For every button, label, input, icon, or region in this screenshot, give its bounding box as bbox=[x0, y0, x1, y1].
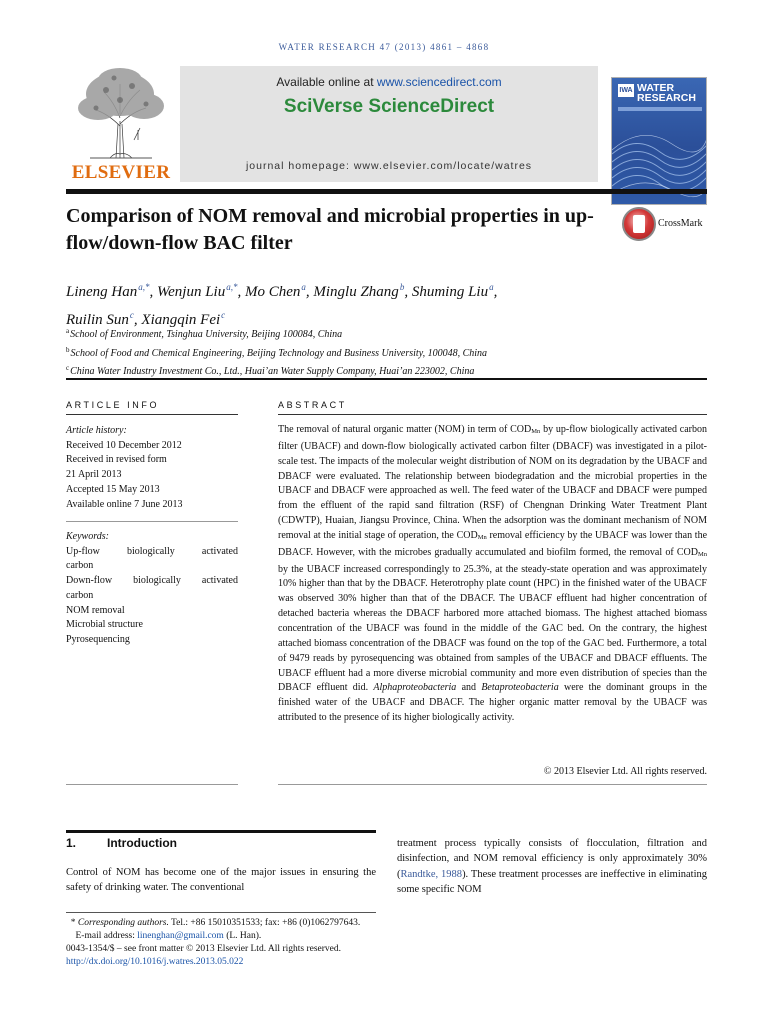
intro-rule bbox=[66, 830, 376, 833]
history-entry: Received 10 December 2012 bbox=[66, 439, 182, 451]
cover-title-line-2: RESEARCH bbox=[637, 92, 696, 104]
journal-homepage[interactable]: journal homepage: www.elsevier.com/locate/watres bbox=[245, 160, 533, 172]
email-link[interactable]: linenghan@gmail.com bbox=[137, 931, 224, 941]
section-number: 1. bbox=[66, 836, 77, 850]
available-online-text: Available online at bbox=[276, 75, 377, 89]
iwa-badge: IWA bbox=[618, 84, 634, 97]
affiliations bbox=[66, 324, 666, 380]
journal-masthead bbox=[66, 66, 707, 184]
crossmark-icon bbox=[622, 207, 656, 241]
keyword[interactable]: Pyrosequencing bbox=[66, 633, 130, 645]
crossmark-button[interactable] bbox=[622, 207, 712, 243]
footnotes bbox=[66, 917, 486, 969]
section-title: Introduction bbox=[107, 836, 177, 850]
affiliation: $^c$China Water Industry Investment Co., Ltd., Huai’an Water Supply Company, Huai’an 223002, China bbox=[66, 364, 475, 377]
article-info-heading: ARTICLE INFO bbox=[66, 400, 160, 410]
intro-text-right: treatment process typically consists of flocculation, filtration and disinfection, and NOM removal efficiency is only approximately 30% (Randtke, 1988). These treatment processes are ineffective in eliminating some specific NOM bbox=[397, 838, 707, 895]
journal-cover-image bbox=[611, 77, 707, 205]
author[interactable]: Lineng Han$^{a,*}$ bbox=[66, 282, 150, 300]
section-rule bbox=[66, 378, 707, 380]
email-note: E-mail address: linenghan@gmail.com (L. Han). bbox=[75, 931, 262, 941]
keyword[interactable]: Down-flow biologically activated carbon bbox=[66, 575, 238, 601]
abstract-rule bbox=[278, 414, 707, 415]
abstract-copyright: © 2013 Elsevier Ltd. All rights reserved. bbox=[543, 766, 707, 777]
history-entry: Received in revised form bbox=[66, 454, 167, 466]
author[interactable]: Wenjun Liu$^{a,*}$ bbox=[157, 282, 238, 300]
keyword[interactable]: Up-flow biologically activated carbon bbox=[66, 545, 238, 572]
elsevier-wordmark: ELSEVIER bbox=[71, 162, 171, 183]
author[interactable]: Ruilin Sun$^c$ bbox=[66, 310, 134, 328]
author[interactable]: Xiangqin Fei$^c$ bbox=[141, 310, 226, 328]
article-history-label: Article history: bbox=[66, 425, 127, 436]
sciencedirect-link[interactable]: www.sciencedirect.com bbox=[376, 75, 502, 89]
author-list: Lineng Han$^{a,*}$, Wenjun Liu$^{a,*}$, Mo Chen$^a$, Minglu Zhang$^b$, Shuming Liu$^a$, Ruilin Sun$^c$, Xiangqin Fei$^c$ bbox=[66, 282, 498, 328]
history-entry: 21 April 2013 bbox=[66, 469, 122, 481]
available-online-line bbox=[180, 75, 598, 89]
sciencedirect-banner bbox=[180, 66, 598, 182]
keyword[interactable]: NOM removal bbox=[66, 604, 125, 616]
corresponding-author-note: * Corresponding authors. Tel.: +86 15010351533; fax: +86 (0)1062797643. bbox=[70, 918, 361, 928]
footnote-rule bbox=[66, 912, 376, 913]
article-info-end-rule bbox=[66, 784, 238, 785]
abstract-body: The removal of natural organic matter (NOM) in term of $COD_{Mn}$ by up-flow biologically activated carbon filter (UBACF) and down-flow biologically activated carbon filter (DBACF) was investigated in a pilot-scale test. The impacts of the molecular weight distribution of NOM on its degradation by the UBACF and DBACF were evaluated. The relationship between biodegradation and the microbial properties in the UBACF and DBACF were approached as well. The feed water of the UBACF and DBACF were pumped from the effluent of the rapid sand filtration (RSF) of Chengnan Drinking Water Treatment Plant (CDWTP), Huaian, Jiangsu Province, China. When the adsorption was the dominant mechanism of NOM removal at the initial stage of operation, the $COD_{Mn}$ removal efficiency by the UBACF was lower than the DBACF. However, with the microbes gradually accumulated and biofilm formed, the removal of $COD_{Mn}$ by the UBACF increased correspondingly to 25.3%, at the steady-state operation and was approximately 10% higher than that by the DBACF. Heterotrophy plate count (HPC) in the finished water of the UBACF was observed 30% higher than that of the DBACF. The UBACF effluent had higher concentration of detached bacteria whereas the DBACF harbored more attached biomass. The highest attached biomass concentration of the UBACF was found in the middle of the GAC bed. On the contrary, the highest attached biomass concentration of the DBACF was found on the top of the GAC bed. Furthermore, a total of 9479 reads by pyrosequencing was obtained from samples of the UBACF and DBACF effluents. The UBACF effluent had a more diverse microbial community and more even distribution of species than the DBACF effluent did. Alphaproteobacteria and Betaproteobacteria were the dominant groups in the finished water of the UBACF and DBACF. The higher organic matter removal by the UBACF was attributed to the presence of its higher biologically activity. bbox=[278, 424, 708, 724]
affiliation: $^a$School of Environment, Tsinghua University, Beijing 100084, China bbox=[66, 327, 343, 340]
keywords bbox=[66, 530, 246, 648]
cover-title bbox=[637, 83, 696, 103]
sciverse-sciencedirect-logo: SciVerse ScienceDirect bbox=[283, 96, 495, 117]
masthead-rule bbox=[66, 189, 707, 194]
keywords-label: Keywords: bbox=[66, 531, 109, 542]
author[interactable]: Minglu Zhang$^b$ bbox=[313, 282, 405, 300]
cover-subtitle-bar bbox=[618, 107, 702, 111]
abstract-end-rule bbox=[278, 784, 707, 785]
article-title: Comparison of NOM removal and microbial properties in up-flow/down-flow BAC filter bbox=[66, 205, 594, 254]
doi-link[interactable]: http://dx.doi.org/10.1016/j.watres.2013.05.022 bbox=[66, 957, 244, 967]
affiliation: $^b$School of Food and Chemical Engineering, Beijing Technology and Business University, 100048, China bbox=[66, 345, 488, 359]
cover-title-line-1: WATER bbox=[637, 82, 675, 94]
citation-link[interactable]: Randtke, 1988 bbox=[400, 868, 463, 880]
keyword[interactable]: Microbial structure bbox=[66, 619, 143, 631]
elsevier-tree-icon bbox=[70, 66, 172, 161]
intro-heading bbox=[66, 836, 177, 850]
issn-note: 0043-1354/$ – see front matter © 2013 Elsevier Ltd. All rights reserved. bbox=[66, 944, 342, 954]
crossmark-label: CrossMark bbox=[658, 218, 703, 229]
elsevier-logo bbox=[66, 66, 176, 184]
author[interactable]: Shuming Liu$^a$ bbox=[411, 282, 494, 300]
running-header: WATER RESEARCH 47 (2013) 4861 – 4868 bbox=[278, 42, 490, 52]
author[interactable]: Mo Chen$^a$ bbox=[244, 282, 306, 300]
abstract-heading: ABSTRACT bbox=[278, 400, 347, 410]
article-info-rule bbox=[66, 414, 238, 415]
intro-text-left: Control of NOM has become one of the major issues in ensuring the safety of drinking water. The conventional bbox=[66, 867, 376, 894]
article-history bbox=[66, 424, 246, 512]
history-entry: Accepted 15 May 2013 bbox=[66, 483, 160, 495]
history-entry: Available online 7 June 2013 bbox=[66, 498, 183, 510]
history-rule bbox=[66, 521, 238, 522]
